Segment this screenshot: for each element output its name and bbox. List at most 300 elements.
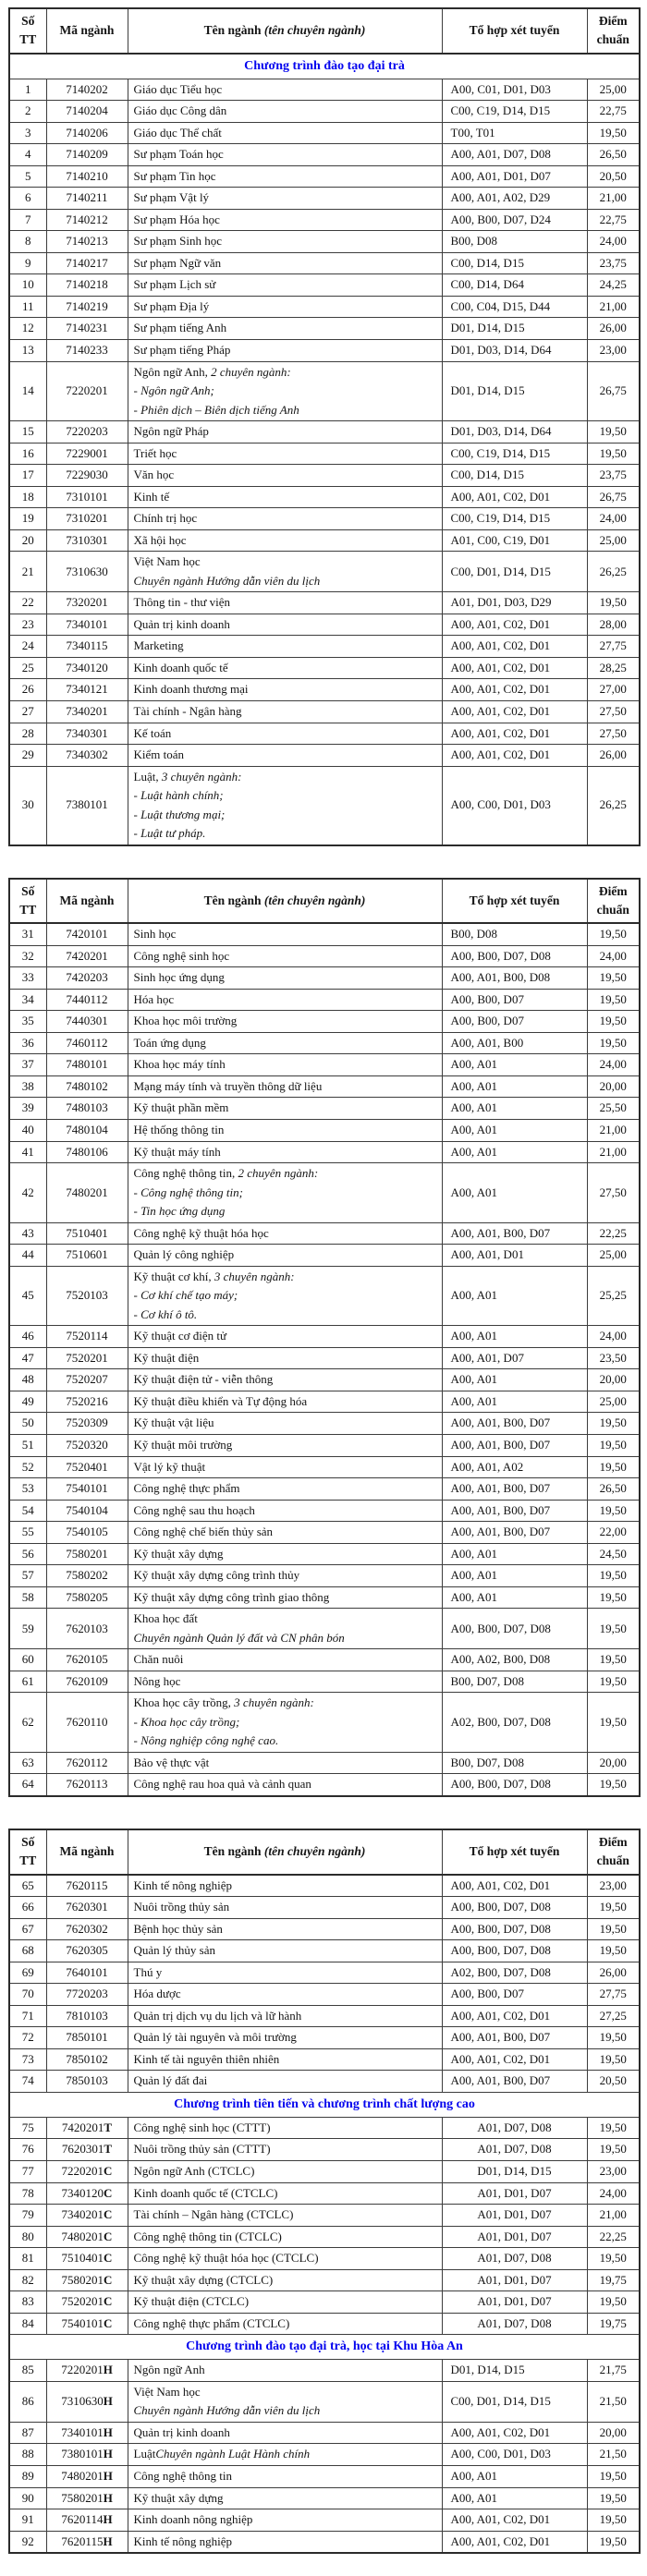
cell-exam-combination: A00, C00, D01, D03 — [442, 766, 587, 845]
cell-major-name: Việt Nam học Chuyên ngành Hướng dẫn viên du lịch — [128, 552, 442, 592]
cell-major-name: Kinh tế nông nghiệp — [128, 1875, 442, 1897]
table-row — [9, 552, 640, 592]
cell-major-code: 7620301 — [46, 1897, 128, 1919]
cell-major-name: Quản lý công nghiệp — [128, 1245, 442, 1267]
cell-exam-combination: A00, B00, D07, D08 — [442, 1897, 587, 1919]
cell-major-name: Chính trị học — [128, 508, 442, 530]
cell-benchmark-score: 19,50 — [587, 1918, 640, 1940]
cell-benchmark-score: 27,75 — [587, 636, 640, 658]
cell-major-code: 7340115 — [46, 636, 128, 658]
col-header-name-main: Tên ngành — [203, 1844, 262, 1859]
cell-major-name: Ngôn ngữ Anh — [128, 2360, 442, 2382]
section-header-label: Chương trình đào tạo đại trà, học tại Khu Hòa An — [9, 2335, 640, 2360]
cell-exam-combination: A00, A01, B00 — [442, 1032, 587, 1054]
code-suffix: C — [104, 2185, 113, 2200]
table-row — [9, 2466, 640, 2488]
cell-major-name: Kỹ thuật cơ điện tử — [128, 1326, 442, 1348]
cell-major-code: 7520320 — [46, 1434, 128, 1456]
admission-scores-table-2 — [8, 878, 641, 1797]
cell-benchmark-score: 24,00 — [587, 945, 640, 967]
cell-major-name: Công nghệ sinh học — [128, 945, 442, 967]
table-row — [9, 1413, 640, 1435]
table-row — [9, 339, 640, 361]
cell-major-code: 7340120 — [46, 657, 128, 679]
cell-major-code: 7580205 — [46, 1586, 128, 1609]
cell-row-number: 74 — [9, 2071, 46, 2093]
cell-major-name: Kinh doanh quốc tế (CTCLC) — [128, 2182, 442, 2205]
cell-major-code: 7140213 — [46, 231, 128, 253]
cell-benchmark-score: 23,00 — [587, 339, 640, 361]
col-header-score — [587, 1829, 640, 1875]
cell-row-number: 66 — [9, 1897, 46, 1919]
cell-exam-combination: A00, A01, B00, D07 — [442, 1413, 587, 1435]
cell-major-code: 7620301T — [46, 2139, 128, 2161]
cell-benchmark-score: 23,75 — [587, 465, 640, 487]
col-header-score-line2: chuẩn — [596, 1853, 629, 1868]
cell-benchmark-score: 21,75 — [587, 2360, 640, 2382]
cell-exam-combination: D01, D14, D15 — [442, 361, 587, 421]
table-row — [9, 2381, 640, 2422]
cell-benchmark-score: 22,75 — [587, 101, 640, 123]
cell-benchmark-score: 21,00 — [587, 1141, 640, 1163]
col-header-stt-line2: TT — [19, 32, 37, 47]
col-header-code: Mã ngành — [46, 8, 128, 54]
cell-exam-combination: C00, C19, D14, D15 — [442, 101, 587, 123]
cell-row-number: 89 — [9, 2466, 46, 2488]
col-header-name — [128, 1829, 442, 1875]
table-body-1 — [9, 54, 640, 845]
cell-row-number: 72 — [9, 2027, 46, 2049]
cell-benchmark-score: 26,50 — [587, 144, 640, 166]
cell-benchmark-score: 19,50 — [587, 2117, 640, 2139]
cell-row-number: 30 — [9, 766, 46, 845]
cell-exam-combination: A00, A01 — [442, 1326, 587, 1348]
code-suffix: C — [104, 2251, 113, 2266]
table-row — [9, 1693, 640, 1753]
cell-major-code: 7140233 — [46, 339, 128, 361]
cell-benchmark-score: 23,75 — [587, 252, 640, 274]
cell-major-code: 7229001 — [46, 443, 128, 465]
cell-exam-combination: A01, D01, D07 — [442, 2269, 587, 2291]
code-suffix: T — [104, 2142, 113, 2157]
cell-major-code: 7620115 — [46, 1875, 128, 1897]
cell-row-number: 68 — [9, 1940, 46, 1962]
table-row — [9, 421, 640, 444]
table-row — [9, 1649, 640, 1671]
table-body-3 — [9, 1875, 640, 2554]
cell-benchmark-score: 25,00 — [587, 1245, 640, 1267]
cell-major-name: Kinh tế — [128, 486, 442, 508]
cell-benchmark-score: 19,75 — [587, 2269, 640, 2291]
cell-exam-combination: A00, A01, B00, D07 — [442, 2027, 587, 2049]
cell-row-number: 9 — [9, 252, 46, 274]
cell-major-code: 7140206 — [46, 122, 128, 144]
cell-major-name: Giáo dục Công dân — [128, 101, 442, 123]
cell-benchmark-score: 27,50 — [587, 701, 640, 723]
cell-row-number: 25 — [9, 657, 46, 679]
cell-row-number: 47 — [9, 1347, 46, 1369]
cell-row-number: 12 — [9, 318, 46, 340]
cell-major-code: 7420201T — [46, 2117, 128, 2139]
cell-benchmark-score: 19,50 — [587, 1897, 640, 1919]
table-row — [9, 1962, 640, 1984]
cell-benchmark-score: 19,50 — [587, 421, 640, 444]
table-row — [9, 2248, 640, 2270]
col-header-name-subnote: (tên chuyên ngành) — [263, 23, 366, 38]
cell-major-code: 7520114 — [46, 1326, 128, 1348]
col-header-combo: Tổ hợp xét tuyển — [442, 8, 587, 54]
cell-exam-combination: A00, A01 — [442, 1075, 587, 1098]
cell-major-name: Công nghệ thông tin — [128, 2466, 442, 2488]
table-row — [9, 2269, 640, 2291]
cell-major-code: 7480201 — [46, 1163, 128, 1223]
cell-row-number: 44 — [9, 1245, 46, 1267]
table-row — [9, 1391, 640, 1413]
cell-row-number: 31 — [9, 923, 46, 945]
cell-major-name: Kỹ thuật xây dựng (CTCLC) — [128, 2269, 442, 2291]
cell-row-number: 15 — [9, 421, 46, 444]
cell-row-number: 45 — [9, 1266, 46, 1326]
col-header-name-subnote: (tên chuyên ngành) — [263, 893, 366, 907]
table-row — [9, 1011, 640, 1033]
cell-row-number: 63 — [9, 1752, 46, 1774]
cell-major-name: Công nghệ thông tin, 2 chuyên ngành: - Công nghệ thông tin; - Tin học ứng dụng — [128, 1163, 442, 1223]
cell-major-code: 7520207 — [46, 1369, 128, 1391]
table-row — [9, 486, 640, 508]
cell-row-number: 17 — [9, 465, 46, 487]
cell-row-number: 57 — [9, 1565, 46, 1587]
table-body-2 — [9, 923, 640, 1796]
cell-benchmark-score: 23,50 — [587, 1347, 640, 1369]
cell-major-code: 7540104 — [46, 1500, 128, 1522]
cell-benchmark-score: 25,00 — [587, 1391, 640, 1413]
cell-row-number: 21 — [9, 552, 46, 592]
code-suffix: H — [103, 2490, 113, 2505]
cell-row-number: 16 — [9, 443, 46, 465]
cell-major-name: Sư phạm Hóa học — [128, 209, 442, 231]
cell-benchmark-score: 26,50 — [587, 1478, 640, 1501]
table-row — [9, 122, 640, 144]
cell-major-code: 7480106 — [46, 1141, 128, 1163]
cell-exam-combination: A00, C01, D01, D03 — [442, 79, 587, 101]
cell-major-name: Công nghệ kỹ thuật hóa học (CTCLC) — [128, 2248, 442, 2270]
code-suffix: C — [104, 2315, 113, 2330]
table-row — [9, 2117, 640, 2139]
cell-major-code: 7310101 — [46, 486, 128, 508]
cell-row-number: 79 — [9, 2205, 46, 2227]
table-row — [9, 1752, 640, 1774]
cell-major-code: 7380101 — [46, 766, 128, 845]
col-header-name — [128, 8, 442, 54]
table-row — [9, 1032, 640, 1054]
cell-row-number: 43 — [9, 1222, 46, 1245]
table-row — [9, 2487, 640, 2509]
col-header-score-line2: chuẩn — [596, 32, 629, 47]
cell-benchmark-score: 19,50 — [587, 967, 640, 990]
cell-major-code: 7520201C — [46, 2291, 128, 2314]
cell-major-code: 7720203 — [46, 1984, 128, 2006]
cell-row-number: 56 — [9, 1543, 46, 1565]
col-header-score — [587, 879, 640, 924]
cell-benchmark-score: 22,00 — [587, 1522, 640, 1544]
cell-benchmark-score: 19,50 — [587, 2291, 640, 2314]
table-row — [9, 2360, 640, 2382]
cell-major-code: 7140218 — [46, 274, 128, 297]
cell-benchmark-score: 19,50 — [587, 2027, 640, 2049]
cell-row-number: 81 — [9, 2248, 46, 2270]
cell-major-code: 7420101 — [46, 923, 128, 945]
cell-major-name: Quản trị dịch vụ du lịch và lữ hành — [128, 2005, 442, 2027]
cell-row-number: 80 — [9, 2226, 46, 2248]
table-row — [9, 508, 640, 530]
cell-exam-combination: C00, D01, D14, D15 — [442, 552, 587, 592]
cell-row-number: 2 — [9, 101, 46, 123]
cell-major-name: Sư phạm tiếng Pháp — [128, 339, 442, 361]
cell-major-code: 7580201 — [46, 1543, 128, 1565]
cell-major-code: 7510401C — [46, 2248, 128, 2270]
cell-benchmark-score: 19,50 — [587, 1413, 640, 1435]
cell-major-name: Thú y — [128, 1962, 442, 1984]
cell-benchmark-score: 25,25 — [587, 1266, 640, 1326]
code-suffix: C — [104, 2272, 113, 2287]
cell-exam-combination: D01, D03, D14, D64 — [442, 421, 587, 444]
cell-exam-combination: A00, B00, D07 — [442, 1984, 587, 2006]
cell-exam-combination: A01, D01, D03, D29 — [442, 592, 587, 614]
cell-exam-combination: A00, B00, D07, D24 — [442, 209, 587, 231]
cell-exam-combination: B00, D08 — [442, 231, 587, 253]
cell-benchmark-score: 19,50 — [587, 443, 640, 465]
cell-major-name: Kỹ thuật phần mềm — [128, 1098, 442, 1120]
cell-exam-combination: A00, A01 — [442, 1266, 587, 1326]
cell-exam-combination: A00, A01, B00, D07 — [442, 1434, 587, 1456]
cell-exam-combination: C00, D14, D15 — [442, 252, 587, 274]
cell-major-code: 7480104 — [46, 1120, 128, 1142]
table-row — [9, 2027, 640, 2049]
cell-exam-combination: A00, A01, B00, D07 — [442, 1500, 587, 1522]
table-row — [9, 1522, 640, 1544]
cell-benchmark-score: 19,50 — [587, 122, 640, 144]
cell-major-name: Kỹ thuật xây dựng — [128, 2487, 442, 2509]
cell-row-number: 27 — [9, 701, 46, 723]
cell-row-number: 18 — [9, 486, 46, 508]
cell-major-name: Khoa học môi trường — [128, 1011, 442, 1033]
cell-benchmark-score: 21,50 — [587, 2444, 640, 2466]
cell-benchmark-score: 21,00 — [587, 296, 640, 318]
cell-major-code: 7340101H — [46, 2422, 128, 2444]
cell-exam-combination: A00, B00, D07, D08 — [442, 1940, 587, 1962]
cell-major-name: Vật lý kỹ thuật — [128, 1456, 442, 1478]
table-row — [9, 1500, 640, 1522]
table-row — [9, 1918, 640, 1940]
cell-row-number: 20 — [9, 529, 46, 552]
cell-benchmark-score: 19,50 — [587, 1649, 640, 1671]
table-row — [9, 1054, 640, 1076]
col-header-stt — [9, 8, 46, 54]
cell-major-code: 7540101C — [46, 2313, 128, 2335]
table-row — [9, 2161, 640, 2183]
cell-row-number: 59 — [9, 1609, 46, 1649]
cell-row-number: 26 — [9, 679, 46, 701]
cell-benchmark-score: 19,50 — [587, 2048, 640, 2071]
cell-major-name: Giáo dục Tiểu học — [128, 79, 442, 101]
cell-row-number: 92 — [9, 2531, 46, 2553]
cell-major-code: 7340101 — [46, 614, 128, 636]
cell-exam-combination: A00, C00, D01, D03 — [442, 2444, 587, 2466]
table-row — [9, 2444, 640, 2466]
cell-major-name: Hệ thống thông tin — [128, 1120, 442, 1142]
cell-row-number: 54 — [9, 1500, 46, 1522]
cell-row-number: 11 — [9, 296, 46, 318]
table-row — [9, 1120, 640, 1142]
cell-major-code: 7310630H — [46, 2381, 128, 2422]
col-header-stt-line2: TT — [19, 902, 37, 917]
cell-benchmark-score: 19,50 — [587, 1032, 640, 1054]
col-header-score — [587, 8, 640, 54]
table-row — [9, 1671, 640, 1693]
cell-major-name: Ngôn ngữ Anh (CTCLC) — [128, 2161, 442, 2183]
table-row — [9, 2313, 640, 2335]
cell-exam-combination: D01, D14, D15 — [442, 2161, 587, 2183]
cell-exam-combination: A00, A01, D01, D07 — [442, 165, 587, 188]
cell-major-code: 7510401 — [46, 1222, 128, 1245]
cell-major-name: Hóa dược — [128, 1984, 442, 2006]
cell-major-name: Bệnh học thủy sản — [128, 1918, 442, 1940]
table-row — [9, 1098, 640, 1120]
cell-benchmark-score: 27,00 — [587, 679, 640, 701]
table-row — [9, 1940, 640, 1962]
cell-major-code: 7850102 — [46, 2048, 128, 2071]
table-row — [9, 1875, 640, 1897]
cell-major-name: Khoa học cây trồng, 3 chuyên ngành: - Khoa học cây trồng; - Nông nghiệp công nghệ cao. — [128, 1693, 442, 1753]
cell-benchmark-score: 20,00 — [587, 1752, 640, 1774]
cell-major-code: 7620109 — [46, 1671, 128, 1693]
table-header-row — [9, 879, 640, 924]
cell-major-code: 7620113 — [46, 1774, 128, 1796]
col-header-stt — [9, 1829, 46, 1875]
cell-row-number: 29 — [9, 745, 46, 767]
cell-row-number: 48 — [9, 1369, 46, 1391]
cell-exam-combination: C00, C19, D14, D15 — [442, 508, 587, 530]
cell-exam-combination: A00, A01, C02, D01 — [442, 2048, 587, 2071]
cell-exam-combination: A00, B00, D07 — [442, 1011, 587, 1033]
cell-major-name: Giáo dục Thể chất — [128, 122, 442, 144]
cell-exam-combination: A00, A01 — [442, 1543, 587, 1565]
cell-major-code: 7140212 — [46, 209, 128, 231]
cell-major-name: Kỹ thuật điện (CTCLC) — [128, 2291, 442, 2314]
cell-major-name: Kỹ thuật xây dựng công trình giao thông — [128, 1586, 442, 1609]
cell-row-number: 67 — [9, 1918, 46, 1940]
cell-benchmark-score: 21,00 — [587, 2205, 640, 2227]
cell-major-code: 7140211 — [46, 188, 128, 210]
cell-exam-combination: A00, A01, C02, D01 — [442, 614, 587, 636]
col-header-score-line1: Điểm — [598, 1835, 628, 1850]
col-header-score-line1: Điểm — [598, 14, 628, 28]
table-row — [9, 2205, 640, 2227]
cell-benchmark-score: 20,00 — [587, 1075, 640, 1098]
cell-exam-combination: C00, C19, D14, D15 — [442, 443, 587, 465]
code-suffix: T — [104, 2120, 113, 2134]
table-row — [9, 79, 640, 101]
cell-major-name: Công nghệ thực phẩm (CTCLC) — [128, 2313, 442, 2335]
cell-major-code: 7580202 — [46, 1565, 128, 1587]
cell-major-name: Quản trị kinh doanh — [128, 614, 442, 636]
cell-major-name: Kỹ thuật xây dựng — [128, 1543, 442, 1565]
cell-benchmark-score: 19,50 — [587, 2466, 640, 2488]
cell-row-number: 14 — [9, 361, 46, 421]
table-row — [9, 1347, 640, 1369]
cell-row-number: 60 — [9, 1649, 46, 1671]
cell-benchmark-score: 24,00 — [587, 1326, 640, 1348]
cell-major-code: 7620305 — [46, 1940, 128, 1962]
cell-benchmark-score: 28,00 — [587, 614, 640, 636]
cell-exam-combination: A00, A01, C02, D01 — [442, 745, 587, 767]
cell-major-code: 7340120C — [46, 2182, 128, 2205]
cell-row-number: 13 — [9, 339, 46, 361]
cell-benchmark-score: 24,50 — [587, 1543, 640, 1565]
table-row — [9, 1478, 640, 1501]
table-row — [9, 614, 640, 636]
table-row — [9, 318, 640, 340]
code-suffix: H — [103, 2469, 113, 2484]
table-row — [9, 1586, 640, 1609]
table-row — [9, 701, 640, 723]
cell-exam-combination: A00, B00, D07, D08 — [442, 1774, 587, 1796]
cell-row-number: 70 — [9, 1984, 46, 2006]
cell-major-code: 7520216 — [46, 1391, 128, 1413]
table-row — [9, 1141, 640, 1163]
cell-major-code: 7620114H — [46, 2509, 128, 2532]
table-row — [9, 1434, 640, 1456]
cell-major-name: Xã hội học — [128, 529, 442, 552]
cell-major-name: Bảo vệ thực vật — [128, 1752, 442, 1774]
cell-major-code: 7620110 — [46, 1693, 128, 1753]
cell-exam-combination: A00, A01 — [442, 1054, 587, 1076]
cell-major-name: Sư phạm Tin học — [128, 165, 442, 188]
cell-benchmark-score: 21,50 — [587, 2381, 640, 2422]
cell-major-name: Công nghệ kỹ thuật hóa học — [128, 1222, 442, 1245]
table-row — [9, 967, 640, 990]
cell-exam-combination: C00, D01, D14, D15 — [442, 2381, 587, 2422]
cell-row-number: 8 — [9, 231, 46, 253]
cell-row-number: 10 — [9, 274, 46, 297]
cell-major-code: 7540105 — [46, 1522, 128, 1544]
cell-major-name: Công nghệ sinh học (CTTT) — [128, 2117, 442, 2139]
cell-row-number: 83 — [9, 2291, 46, 2314]
cell-benchmark-score: 19,50 — [587, 1500, 640, 1522]
cell-exam-combination: A02, B00, D07, D08 — [442, 1693, 587, 1753]
cell-exam-combination: C00, D14, D15 — [442, 465, 587, 487]
col-header-combo: Tổ hợp xét tuyển — [442, 1829, 587, 1875]
cell-major-name: Văn học — [128, 465, 442, 487]
cell-row-number: 64 — [9, 1774, 46, 1796]
cell-exam-combination: A00, A01, B00, D08 — [442, 967, 587, 990]
col-header-stt — [9, 879, 46, 924]
table-row — [9, 1984, 640, 2006]
cell-exam-combination: A00, A01, A02, D29 — [442, 188, 587, 210]
cell-row-number: 91 — [9, 2509, 46, 2532]
table-row — [9, 2005, 640, 2027]
cell-major-code: 7810103 — [46, 2005, 128, 2027]
cell-exam-combination: D01, D03, D14, D64 — [442, 339, 587, 361]
cell-benchmark-score: 19,50 — [587, 592, 640, 614]
cell-major-code: 7480201H — [46, 2466, 128, 2488]
section-header-row — [9, 2092, 640, 2117]
table-row — [9, 188, 640, 210]
cell-exam-combination: A02, B00, D07, D08 — [442, 1962, 587, 1984]
cell-benchmark-score: 26,00 — [587, 745, 640, 767]
table-row — [9, 745, 640, 767]
cell-major-name: Sư phạm Ngữ văn — [128, 252, 442, 274]
